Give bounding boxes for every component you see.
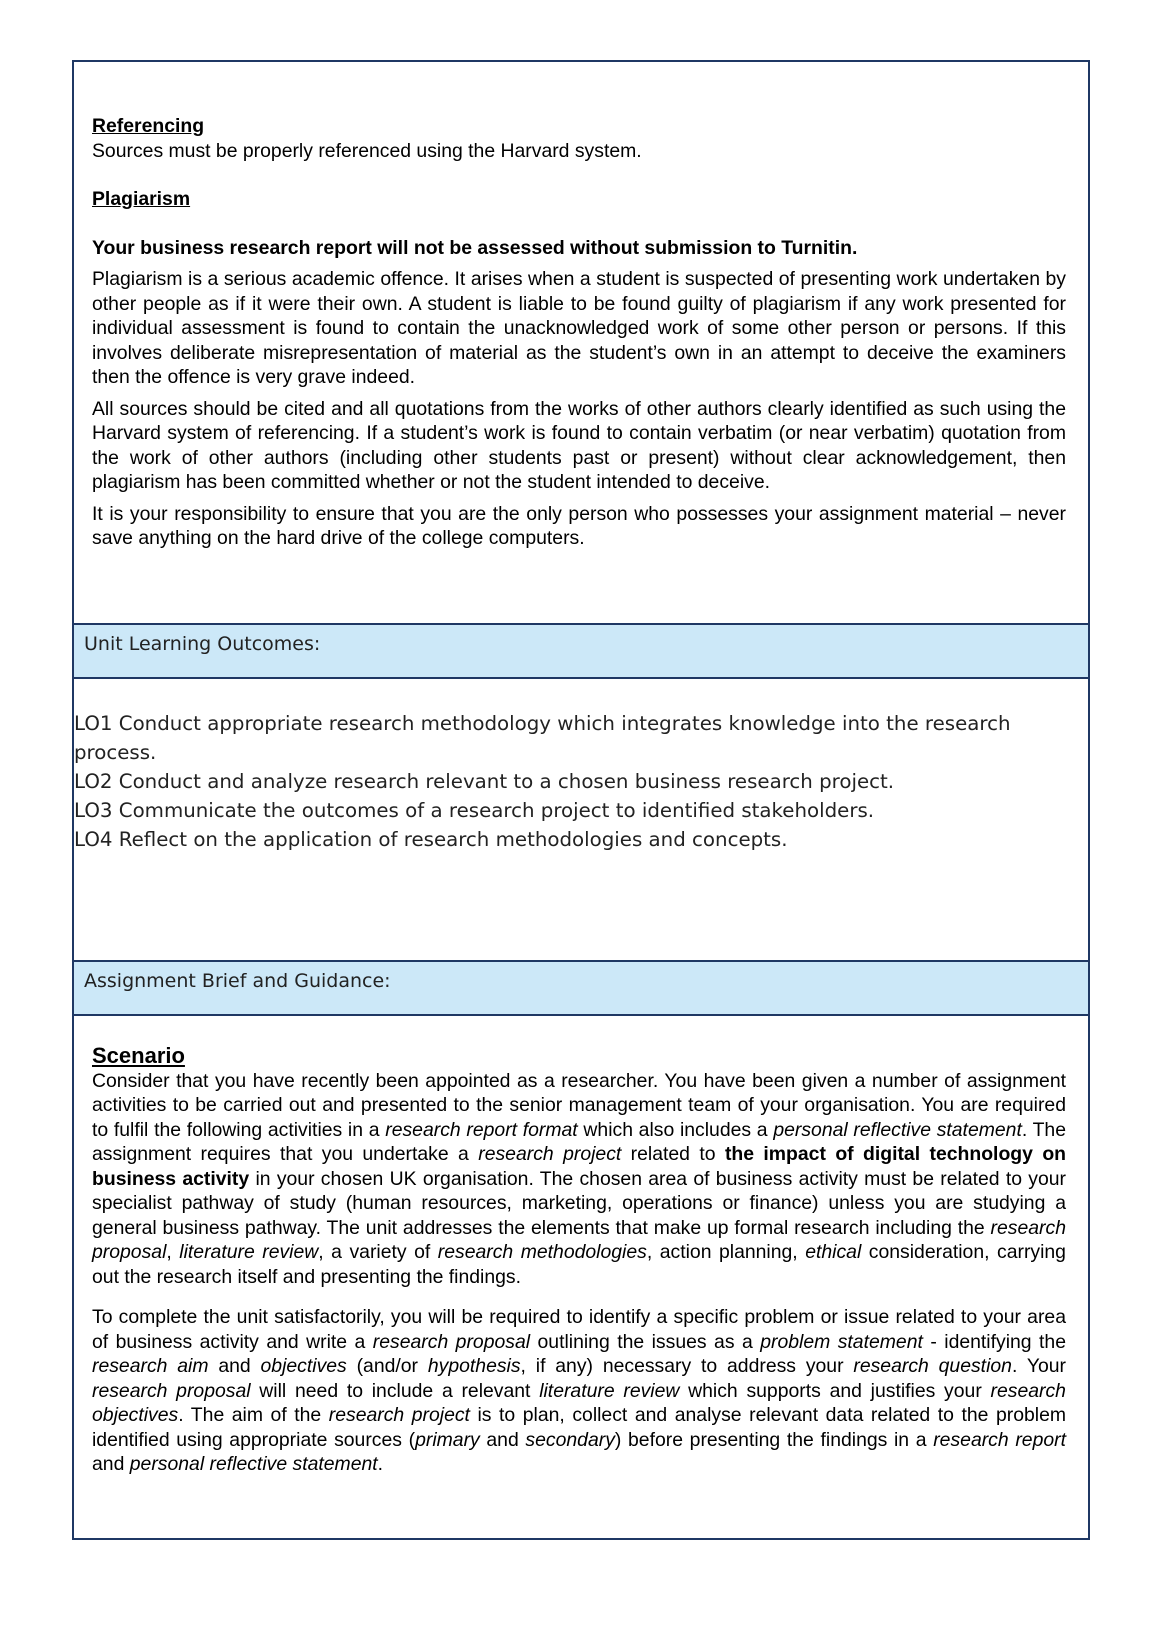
referencing-heading: Referencing — [92, 115, 205, 137]
scenario-heading: Scenario — [92, 1043, 185, 1068]
assignment-brief-section — [74, 1016, 1088, 1477]
text-run: ethical — [805, 1241, 862, 1263]
learning-outcome-item: LO4 Reflect on the application of research methodologies and concepts. — [74, 828, 788, 851]
text-run: personal reflective statement — [773, 1118, 1022, 1141]
text-run: and — [92, 1453, 130, 1475]
text-run: Consider that you have recently been appointed as a researcher. You have been given a number of assignment activities to be carried out and presented to the senior management team of your organisation. You are required to fulfil the following activities in a — [92, 1069, 1066, 1141]
learning-outcomes-band — [74, 623, 1088, 679]
text-run: literature review — [539, 1379, 680, 1402]
text-run: research proposal — [372, 1330, 531, 1353]
learning-outcome-item: LO2 Conduct and analyze research relevant to a chosen business research project. — [74, 770, 895, 793]
document-frame — [72, 60, 1090, 1540]
plagiarism-paragraph-3: It is your responsibility to ensure that you are the only person who possesses your assignment material – never save anything on the hard drive of the college computers. — [92, 502, 1066, 549]
text-run: personal reflective statement — [129, 1453, 378, 1475]
referencing-text: Sources must be properly referenced using the Harvard system. — [92, 139, 642, 162]
text-run: research project — [328, 1404, 470, 1426]
text-run: (and/or — [346, 1355, 428, 1377]
text-run: which also includes a — [577, 1118, 774, 1141]
learning-outcomes-list — [74, 709, 1068, 854]
text-run: primary — [415, 1428, 480, 1451]
turnitin-warning: Your business research report will not be assessed without submission to Turnitin. — [92, 236, 858, 259]
text-run: literature review — [179, 1241, 319, 1263]
assignment-brief-label: Assignment Brief and Guidance: — [84, 970, 391, 992]
learning-outcome-item: LO1 Conduct appropriate research methodology which integrates knowledge into the research process. — [74, 712, 1011, 764]
text-run: consideration, carrying out the research itself and presenting the findings. — [92, 1241, 1066, 1288]
text-run: and — [208, 1355, 261, 1377]
text-run: , if any) necessary to address your — [520, 1355, 854, 1377]
learning-outcomes-section — [74, 679, 1088, 960]
text-run: research project — [478, 1143, 622, 1165]
text-run: research aim — [92, 1355, 209, 1377]
assignment-brief-band — [74, 960, 1088, 1016]
scenario-paragraph-1 — [92, 1069, 1066, 1290]
text-run: secondary — [525, 1428, 615, 1451]
text-run: ) before presenting the findings in a — [614, 1428, 934, 1451]
referencing-plagiarism-section — [74, 62, 1088, 623]
text-run: research question — [853, 1355, 1012, 1377]
text-run: is to plan, collect and analyse relevant data related to the problem identified using appropriate sources ( — [92, 1404, 1067, 1451]
text-run: research report format — [385, 1118, 578, 1141]
learning-outcomes-label: Unit Learning Outcomes: — [84, 633, 321, 655]
text-run: in your chosen UK organisation. The chosen area of business activity must be related to your specialist pathway of study (human resources, marketing, operations or finance) unless you are studying a general business pathway. The unit addresses the elements that make up formal research including the — [92, 1167, 1067, 1239]
text-run: research proposal — [92, 1216, 1066, 1263]
text-run: problem statement — [760, 1330, 923, 1353]
text-run: . — [377, 1453, 384, 1475]
text-run: . The assignment requires that you undertake a — [92, 1118, 1066, 1165]
text-run: outlining the issues as a — [530, 1330, 761, 1353]
text-run: and — [479, 1428, 526, 1451]
text-run: , action planning, — [646, 1241, 806, 1263]
plagiarism-paragraph-1: Plagiarism is a serious academic offence. It arises when a student is suspected of presenting work undertaken by other people as if it were their own. A student is liable to be found guilty of plagiarism if any work presented for individual assessment is found to contain the unacknowledged work of some other person or persons. If this involves deliberate misrepresentation of material as the student’s own in an attempt to deceive the examiners then the offence is very grave indeed. — [92, 268, 1066, 388]
learning-outcome-item: LO3 Communicate the outcomes of a research project to identified stakeholders. — [74, 799, 875, 822]
text-run: which supports and justifies your — [679, 1379, 991, 1402]
text-run: . The aim of the — [178, 1404, 329, 1426]
scenario-paragraph-2 — [92, 1305, 1066, 1477]
text-run: , a variety of — [318, 1241, 438, 1263]
text-run: objectives — [260, 1355, 347, 1377]
text-run: hypothesis — [427, 1355, 521, 1377]
text-run: , — [166, 1241, 180, 1263]
text-run: research report — [933, 1428, 1066, 1451]
text-run: the impact of digital technology on business activity — [92, 1143, 1067, 1190]
text-run: related to — [621, 1143, 725, 1165]
text-run: To complete the unit satisfactorily, you will be required to identify a specific problem or issue related to your area of business activity and write a — [92, 1306, 1066, 1353]
text-run: research methodologies — [437, 1241, 647, 1263]
text-run: . Your — [1011, 1355, 1066, 1377]
text-run: - identifying the — [922, 1330, 1066, 1353]
text-run: research proposal — [92, 1379, 251, 1402]
text-run: will need to include a relevant — [250, 1379, 540, 1402]
plagiarism-heading: Plagiarism — [92, 188, 191, 210]
text-run: research objectives — [92, 1379, 1066, 1426]
plagiarism-paragraph-2: All sources should be cited and all quotations from the works of other authors clearly identified as such using the Harvard system of referencing. If a student’s work is found to contain verbatim (or near verbatim) quotation from the work of other authors (including other students past or present) without clear acknowledgement, then plagiarism has been committed whether or not the student intended to deceive. — [92, 397, 1066, 493]
